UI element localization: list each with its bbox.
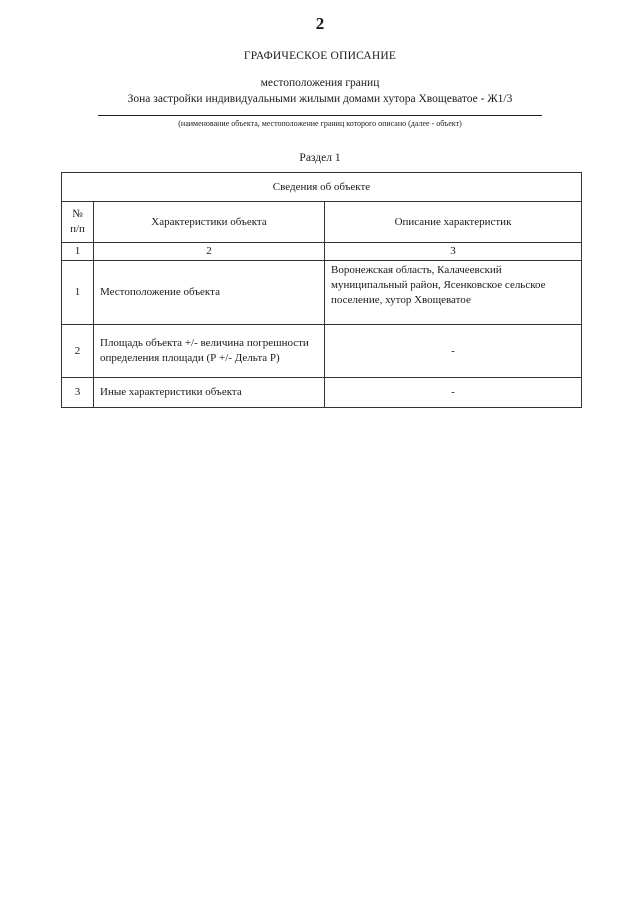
header-description: Описание характеристик <box>325 202 582 243</box>
title-underline <box>98 115 542 116</box>
row-description: - <box>325 325 582 378</box>
row-description: Воронежская область, Калачеевский муниципальный район, Ясенковское сельское поселение, хутор Хвощеватое <box>325 261 582 325</box>
header-number-line1: № <box>72 208 83 221</box>
table-caption-row <box>62 173 582 202</box>
row-number: 2 <box>62 325 94 378</box>
index-cell: 1 <box>62 243 94 261</box>
table-caption: Сведения об объекте <box>62 173 582 202</box>
table-header-row <box>62 202 582 243</box>
page-number: 2 <box>315 14 325 33</box>
underline-caption: (наименование объекта, местоположение границ которого описано (далее - объект) <box>178 119 462 128</box>
header-number-line2: п/п <box>70 223 85 235</box>
table-index-row <box>62 243 582 261</box>
document-title: ГРАФИЧЕСКОЕ ОПИСАНИЕ <box>243 50 397 62</box>
row-number: 1 <box>62 261 94 325</box>
section-label: Раздел 1 <box>299 152 341 164</box>
header-characteristic: Характеристики объекта <box>94 202 325 243</box>
table-row <box>62 261 582 325</box>
row-characteristic: Местоположение объекта <box>94 261 325 325</box>
table-row <box>62 325 582 378</box>
header-number <box>62 202 94 243</box>
row-characteristic: Иные характеристики объекта <box>94 378 325 408</box>
index-cell: 2 <box>94 243 325 261</box>
row-description: - <box>325 378 582 408</box>
object-info-table <box>61 172 582 408</box>
index-cell: 3 <box>325 243 582 261</box>
object-name: Зона застройки индивидуальными жилыми домами хутора Хвощеватое - Ж1/3 <box>127 93 513 105</box>
table-row <box>62 378 582 408</box>
row-number: 3 <box>62 378 94 408</box>
document-subtitle: местоположения границ <box>260 77 380 89</box>
row-characteristic: Площадь объекта +/- величина погрешности определения площади (Р +/- Дельта Р) <box>94 325 325 378</box>
